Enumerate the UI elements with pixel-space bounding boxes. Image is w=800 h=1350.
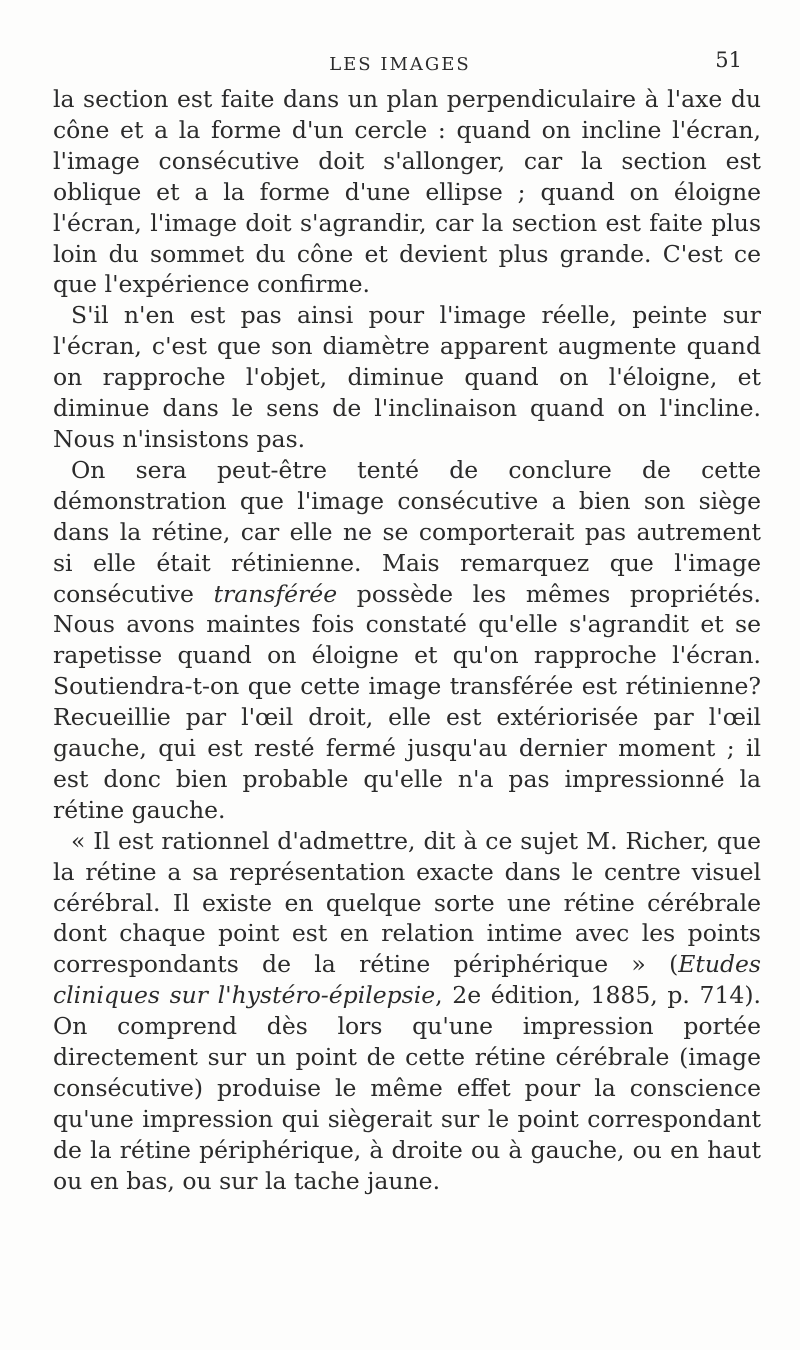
paragraph-4-text-before: « Il est rationnel d'admettre, dit à ce sujet M. Richer, que la rétine a sa représentation exacte dans le centre visuel cérébral. Il existe en quelque sorte une rétine cérébrale dont chaque point est en relation intime avec les points correspondants de la rétine périphérique » ( bbox=[53, 826, 761, 979]
body-text bbox=[53, 84, 761, 1197]
paragraph-4 bbox=[53, 826, 761, 1197]
running-head bbox=[0, 48, 800, 84]
citation-title: Etudes cliniques sur l'hystéro-épilepsie bbox=[53, 950, 761, 1010]
running-title: LES IMAGES bbox=[329, 54, 471, 75]
paragraph-3 bbox=[53, 455, 761, 826]
paragraph-1: la section est faite dans un plan perpendiculaire à l'axe du cône et a la forme d'un cercle : quand on incline l'écran, l'image consécutive doit s'allonger, car la section est oblique et a la forme d'une ellipse ; quand on éloigne l'écran, l'image doit s'agrandir, car la section est faite plus loin du sommet du cône et devient plus grande. C'est ce que l'expérience confirme. bbox=[53, 85, 761, 299]
paragraph-2: S'il n'en est pas ainsi pour l'image réelle, peinte sur l'écran, c'est que son diamètre apparent augmente quand on rapproche l'objet, diminue quand on l'éloigne, et diminue dans le sens de l'inclinaison quand on l'incline. Nous n'insistons pas. bbox=[53, 301, 761, 453]
paragraph-3-text-after: possède les mêmes propriétés. Nous avons maintes fois constaté qu'elle s'agrandit et se rapetisse quand on éloigne et qu'on rapproche l'écran. Soutiendra-t-on que cette image transférée est rétinienne? Recueillie par l'œil droit, elle est extériorisée par l'œil gauche, qui est resté fermé jusqu'au dernier moment ; il est donc bien probable qu'elle n'a pas impressionné la rétine gauche. bbox=[53, 579, 762, 824]
paragraph-3-italic: transférée bbox=[213, 579, 338, 608]
page-number: 51 bbox=[715, 48, 742, 72]
paragraph-3-text-before: On sera peut-être tenté de conclure de cette démonstration que l'image consécutive a bien son siège dans la rétine, car elle ne se comporterait pas autrement si elle était rétinienne. Mais remarquez que l'image consécutive bbox=[53, 455, 761, 608]
paragraph-4-text-after: , 2e édition, 1885, p. 714). On comprend dès lors qu'une impression portée directement sur un point de cette rétine cérébrale (image consécutive) produise le même effet pour la conscience qu'une impression qui siègerait sur le point correspondant de la rétine périphérique, à droite ou à gauche, ou en haut ou en bas, ou sur la tache jaune. bbox=[53, 981, 761, 1195]
